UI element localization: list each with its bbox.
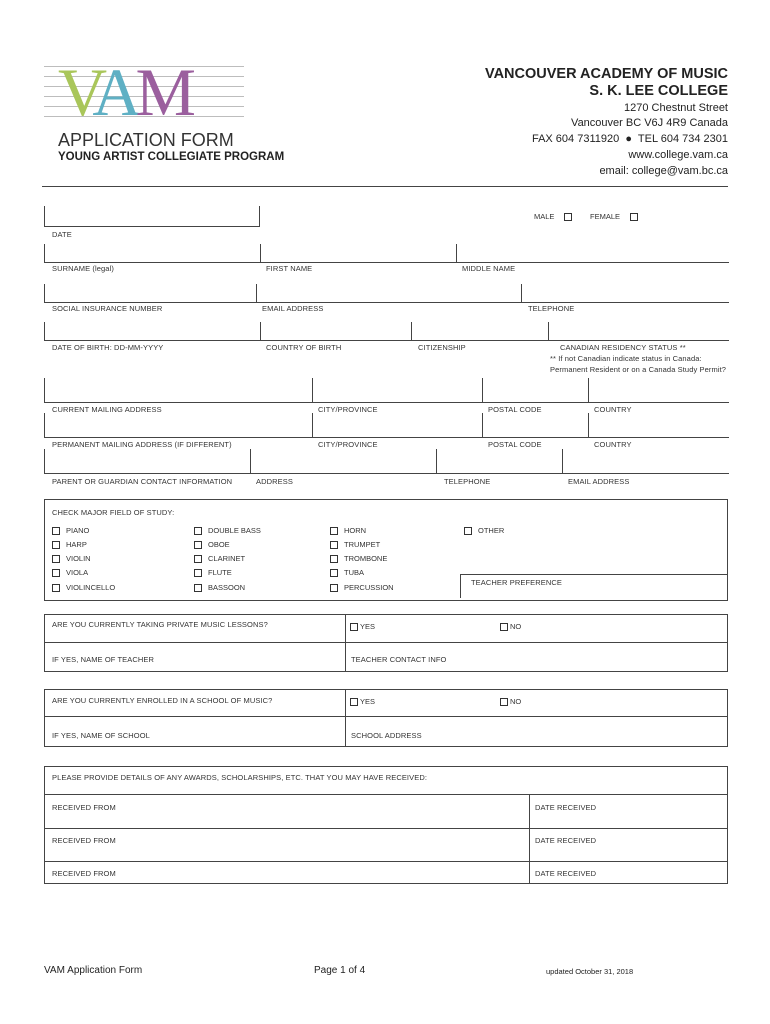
permanent-postal-field[interactable] xyxy=(482,413,589,438)
citizenship-field[interactable] xyxy=(411,322,549,341)
checkbox-icon[interactable] xyxy=(330,527,338,535)
awards-section xyxy=(44,766,728,884)
school-question: ARE YOU CURRENTLY ENROLLED IN A SCHOOL OF MUSIC? xyxy=(52,696,273,705)
website: www.college.vam.ca xyxy=(628,149,728,161)
current-address-label: CURRENT MAILING ADDRESS xyxy=(52,405,162,414)
permanent-address-label: PERMANENT MAILING ADDRESS (IF DIFFERENT) xyxy=(52,440,232,449)
checkbox-icon[interactable] xyxy=(194,569,202,577)
form-title: APPLICATION FORM xyxy=(58,130,234,150)
school-no-label: NO xyxy=(510,697,522,706)
current-country-field[interactable] xyxy=(588,378,729,403)
study-option[interactable] xyxy=(52,526,89,535)
checkbox-icon[interactable] xyxy=(500,698,508,706)
first-name-field[interactable] xyxy=(260,244,457,263)
checkbox-icon[interactable] xyxy=(350,623,358,631)
school-yes-option[interactable] xyxy=(350,697,375,706)
teacher-preference-field[interactable] xyxy=(460,574,728,575)
email-label: EMAIL ADDRESS xyxy=(262,304,324,313)
surname-field[interactable] xyxy=(44,244,261,263)
program-title: YOUNG ARTIST COLLEGIATE PROGRAM xyxy=(58,151,285,163)
residency-note-1: ** If not Canadian indicate status in Canada: xyxy=(550,354,702,363)
checkbox-icon[interactable] xyxy=(500,623,508,631)
footer-left: VAM Application Form xyxy=(44,965,143,976)
checkbox-icon[interactable] xyxy=(464,527,472,535)
study-option-label: VIOLA xyxy=(66,568,89,577)
header-rule xyxy=(42,186,728,187)
school-yes-label: YES xyxy=(360,697,376,706)
logo: VAM xyxy=(44,56,244,128)
award-received-from: RECEIVED FROM xyxy=(52,836,116,845)
guardian-telephone-field[interactable] xyxy=(436,449,563,474)
date-label: DATE xyxy=(52,230,72,239)
dob-field[interactable] xyxy=(44,322,261,341)
study-option-label: VIOLIN xyxy=(66,554,91,563)
lessons-question: ARE YOU CURRENTLY TAKING PRIVATE MUSIC LESSONS? xyxy=(52,620,268,629)
study-option-label: OBOE xyxy=(208,540,230,549)
study-option[interactable] xyxy=(330,554,387,563)
school-no-option[interactable] xyxy=(500,697,521,706)
sin-field[interactable] xyxy=(44,284,257,303)
country-of-birth-label: COUNTRY OF BIRTH xyxy=(266,343,342,352)
fax-tel: FAX 604 7311920 ● TEL 604 734 2301 xyxy=(531,133,728,145)
lessons-yes-label: YES xyxy=(360,622,376,631)
study-heading: CHECK MAJOR FIELD OF STUDY: xyxy=(52,508,175,517)
female-label: FEMALE xyxy=(590,212,621,221)
guardian-address-label: ADDRESS xyxy=(256,477,293,486)
study-option[interactable] xyxy=(52,540,87,549)
award-date-received: DATE RECEIVED xyxy=(535,803,597,812)
current-country-label: COUNTRY xyxy=(594,405,632,414)
permanent-address-field[interactable] xyxy=(44,413,313,438)
checkbox-icon[interactable] xyxy=(52,584,60,592)
address-line1: 1270 Chestnut Street xyxy=(624,102,728,114)
study-option[interactable] xyxy=(52,554,91,563)
teacher-name-label: IF YES, NAME OF TEACHER xyxy=(52,655,155,664)
telephone-label: TELEPHONE xyxy=(528,304,575,313)
checkbox-icon[interactable] xyxy=(350,698,358,706)
surname-label: SURNAME (legal) xyxy=(52,264,114,273)
study-option-label: TUBA xyxy=(344,568,365,577)
current-city-field[interactable] xyxy=(312,378,483,403)
study-option[interactable] xyxy=(194,568,232,577)
study-option-label: HORN xyxy=(344,526,367,535)
study-option[interactable] xyxy=(194,583,245,592)
award-date-received: DATE RECEIVED xyxy=(535,836,597,845)
checkbox-icon[interactable] xyxy=(330,584,338,592)
study-option[interactable] xyxy=(330,526,366,535)
guardian-email-field[interactable] xyxy=(562,449,729,474)
middle-name-label: MIDDLE NAME xyxy=(462,264,516,273)
study-option-label: PIANO xyxy=(66,526,90,535)
checkbox-icon[interactable] xyxy=(52,555,60,563)
email-field[interactable] xyxy=(256,284,522,303)
lessons-no-label: NO xyxy=(510,622,522,631)
study-option[interactable] xyxy=(330,540,380,549)
guardian-field[interactable] xyxy=(44,449,251,474)
school-address-label: SCHOOL ADDRESS xyxy=(351,731,422,740)
guardian-telephone-label: TELEPHONE xyxy=(444,477,491,486)
telephone-field[interactable] xyxy=(521,284,729,303)
checkbox-icon[interactable] xyxy=(194,541,202,549)
checkbox-icon[interactable] xyxy=(330,569,338,577)
checkbox-icon[interactable] xyxy=(330,555,338,563)
current-postal-field[interactable] xyxy=(482,378,589,403)
study-option[interactable] xyxy=(194,554,245,563)
study-option-label: BASSOON xyxy=(208,583,246,592)
study-option[interactable] xyxy=(52,583,115,592)
award-received-from: RECEIVED FROM xyxy=(52,803,116,812)
study-option[interactable] xyxy=(330,583,394,592)
study-option-label: FLUTE xyxy=(208,568,232,577)
school-name-label: IF YES, NAME OF SCHOOL xyxy=(52,731,150,740)
footer-page: Page 1 of 4 xyxy=(314,965,366,976)
study-option[interactable] xyxy=(194,526,261,535)
study-option-label: PERCUSSION xyxy=(344,583,394,592)
residency-note-2: Permanent Resident or on a Canada Study Permit? xyxy=(550,365,727,374)
study-option-label: HARP xyxy=(66,540,87,549)
current-city-label: CITY/PROVINCE xyxy=(318,405,378,414)
sin-label: SOCIAL INSURANCE NUMBER xyxy=(52,304,163,313)
permanent-city-field[interactable] xyxy=(312,413,483,438)
study-option[interactable] xyxy=(194,540,230,549)
teacher-contact-label: TEACHER CONTACT INFO xyxy=(351,655,447,664)
country-of-birth-field[interactable] xyxy=(260,322,412,341)
current-postal-label: POSTAL CODE xyxy=(488,405,542,414)
study-option-label: TROMBONE xyxy=(344,554,388,563)
study-option-label: CLARINET xyxy=(208,554,246,563)
current-address-field[interactable] xyxy=(44,378,313,403)
award-received-from: RECEIVED FROM xyxy=(52,869,116,878)
permanent-country-field[interactable] xyxy=(588,413,729,438)
study-option-label: VIOLINCELLO xyxy=(66,583,116,592)
residency-field[interactable] xyxy=(548,322,729,341)
guardian-email-label: EMAIL ADDRESS xyxy=(568,477,630,486)
address-line2: Vancouver BC V6J 4R9 Canada xyxy=(571,117,728,129)
lessons-yes-option[interactable] xyxy=(350,622,375,631)
checkbox-icon[interactable] xyxy=(330,541,338,549)
awards-heading: PLEASE PROVIDE DETAILS OF ANY AWARDS, SCHOLARSHIPS, ETC. THAT YOU MAY HAVE RECEIVED: xyxy=(52,773,428,782)
checkbox-icon[interactable] xyxy=(52,527,60,535)
checkbox-icon[interactable] xyxy=(194,527,202,535)
female-checkbox[interactable] xyxy=(630,213,638,221)
study-option[interactable] xyxy=(52,568,88,577)
female-option[interactable] xyxy=(590,212,644,221)
college-name: S. K. LEE COLLEGE xyxy=(589,83,728,99)
permanent-country-label: COUNTRY xyxy=(594,440,632,449)
footer-updated: updated October 31, 2018 xyxy=(546,967,634,976)
lessons-no-option[interactable] xyxy=(500,622,521,631)
dob-label: DATE OF BIRTH: DD-MM-YYYY xyxy=(52,343,164,352)
male-checkbox[interactable] xyxy=(564,213,572,221)
date-field[interactable] xyxy=(44,206,260,227)
residency-label: CANADIAN RESIDENCY STATUS ** xyxy=(560,343,686,352)
permanent-postal-label: POSTAL CODE xyxy=(488,440,542,449)
checkbox-icon[interactable] xyxy=(194,555,202,563)
award-date-received: DATE RECEIVED xyxy=(535,869,597,878)
male-label: MALE xyxy=(534,212,555,221)
middle-name-field[interactable] xyxy=(456,244,729,263)
study-option-label: TRUMPET xyxy=(344,540,381,549)
checkbox-icon[interactable] xyxy=(52,541,60,549)
teacher-preference-label: TEACHER PREFERENCE xyxy=(471,578,562,587)
guardian-label: PARENT OR GUARDIAN CONTACT INFORMATION xyxy=(52,477,233,486)
study-option[interactable] xyxy=(330,568,364,577)
checkbox-icon[interactable] xyxy=(194,584,202,592)
study-option-label: DOUBLE BASS xyxy=(208,526,261,535)
first-name-label: FIRST NAME xyxy=(266,264,313,273)
checkbox-icon[interactable] xyxy=(52,569,60,577)
male-option[interactable] xyxy=(534,212,578,221)
permanent-city-label: CITY/PROVINCE xyxy=(318,440,378,449)
guardian-address-field[interactable] xyxy=(250,449,437,474)
org-name: VANCOUVER ACADEMY OF MUSIC xyxy=(484,66,728,82)
study-option-other[interactable] xyxy=(464,526,504,535)
citizenship-label: CITIZENSHIP xyxy=(418,343,466,352)
email-contact: email: college@vam.bc.ca xyxy=(599,165,728,177)
study-option-label: OTHER xyxy=(478,526,505,535)
